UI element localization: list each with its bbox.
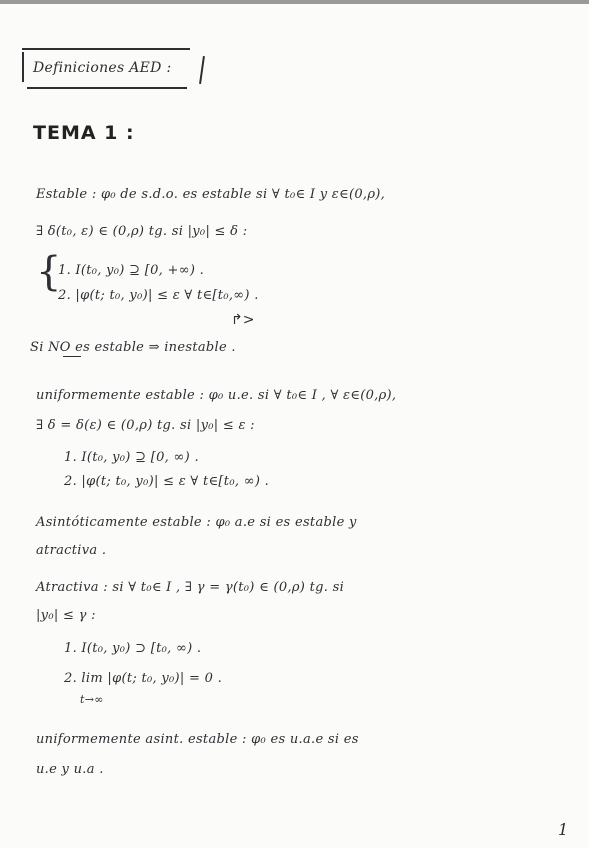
asintotica-definition-line-1: Asintóticamente estable : φ₀ a.e si es estable y [36,515,357,530]
title-box-left-line [22,52,24,82]
atractiva-condition-2: 2. lim |φ(t; t₀, y₀)| = 0 . [64,671,223,686]
uniforme-asint-definition-line-1: uniformemente asint. estable : φ₀ es u.a.e si es [36,732,359,747]
estable-condition-1: 1. I(t₀, y₀) ⊇ [0, +∞) . [58,263,205,278]
title-box-bottom-line [27,87,187,89]
conditions-brace: { [36,249,62,295]
estable-definition-line-2: ∃ δ(t₀, ε) ∈ (0,ρ) tg. si |y₀| ≤ δ : [36,224,248,239]
atractiva-definition-line-2: |y₀| ≤ γ : [36,608,96,623]
atractiva-condition-1: 1. I(t₀, y₀) ⊃ [t₀, ∞) . [64,641,202,656]
uniforme-definition-line-2: ∃ δ = δ(ε) ∈ (0,ρ) tg. si |y₀| ≤ ε : [36,418,255,433]
title-box-top-line [22,48,190,50]
uniforme-condition-1: 1. I(t₀, y₀) ⊇ [0, ∞) . [64,450,199,465]
uniforme-asint-definition-line-2: u.e y u.a . [36,762,104,777]
definitions-title: Definiciones AED : [33,60,172,76]
uniforme-definition-line-1: uniformemente estable : φ₀ u.e. si ∀ t₀∈ I , ∀ ε∈(0,ρ), [36,388,397,403]
uniforme-condition-2: 2. |φ(t; t₀, y₀)| ≤ ε ∀ t∈[t₀, ∞) . [64,474,270,489]
asintotica-definition-line-2: atractiva . [36,543,107,558]
no-underline [63,356,81,357]
estable-condition-2: 2. |φ(t; t₀, y₀)| ≤ ε ∀ t∈[t₀,∞) . [58,288,259,303]
inestable-note: Si NO es estable ⇒ inestable . [30,340,236,355]
implication-arrow: ↱> [231,312,255,328]
page-number: 1 [558,820,569,839]
page-top-edge [0,0,589,4]
estable-definition-line-1: Estable : φ₀ de s.d.o. es estable si ∀ t₀∈ I y ε∈(0,ρ), [36,187,386,202]
atractiva-definition-line-1: Atractiva : si ∀ t₀∈ I , ∃ γ = γ(t₀) ∈ (0,ρ) tg. si [36,580,345,595]
section-heading: TEMA 1 : [33,122,135,144]
limit-subscript: t→∞ [80,693,104,706]
title-box-right-line [199,56,205,84]
